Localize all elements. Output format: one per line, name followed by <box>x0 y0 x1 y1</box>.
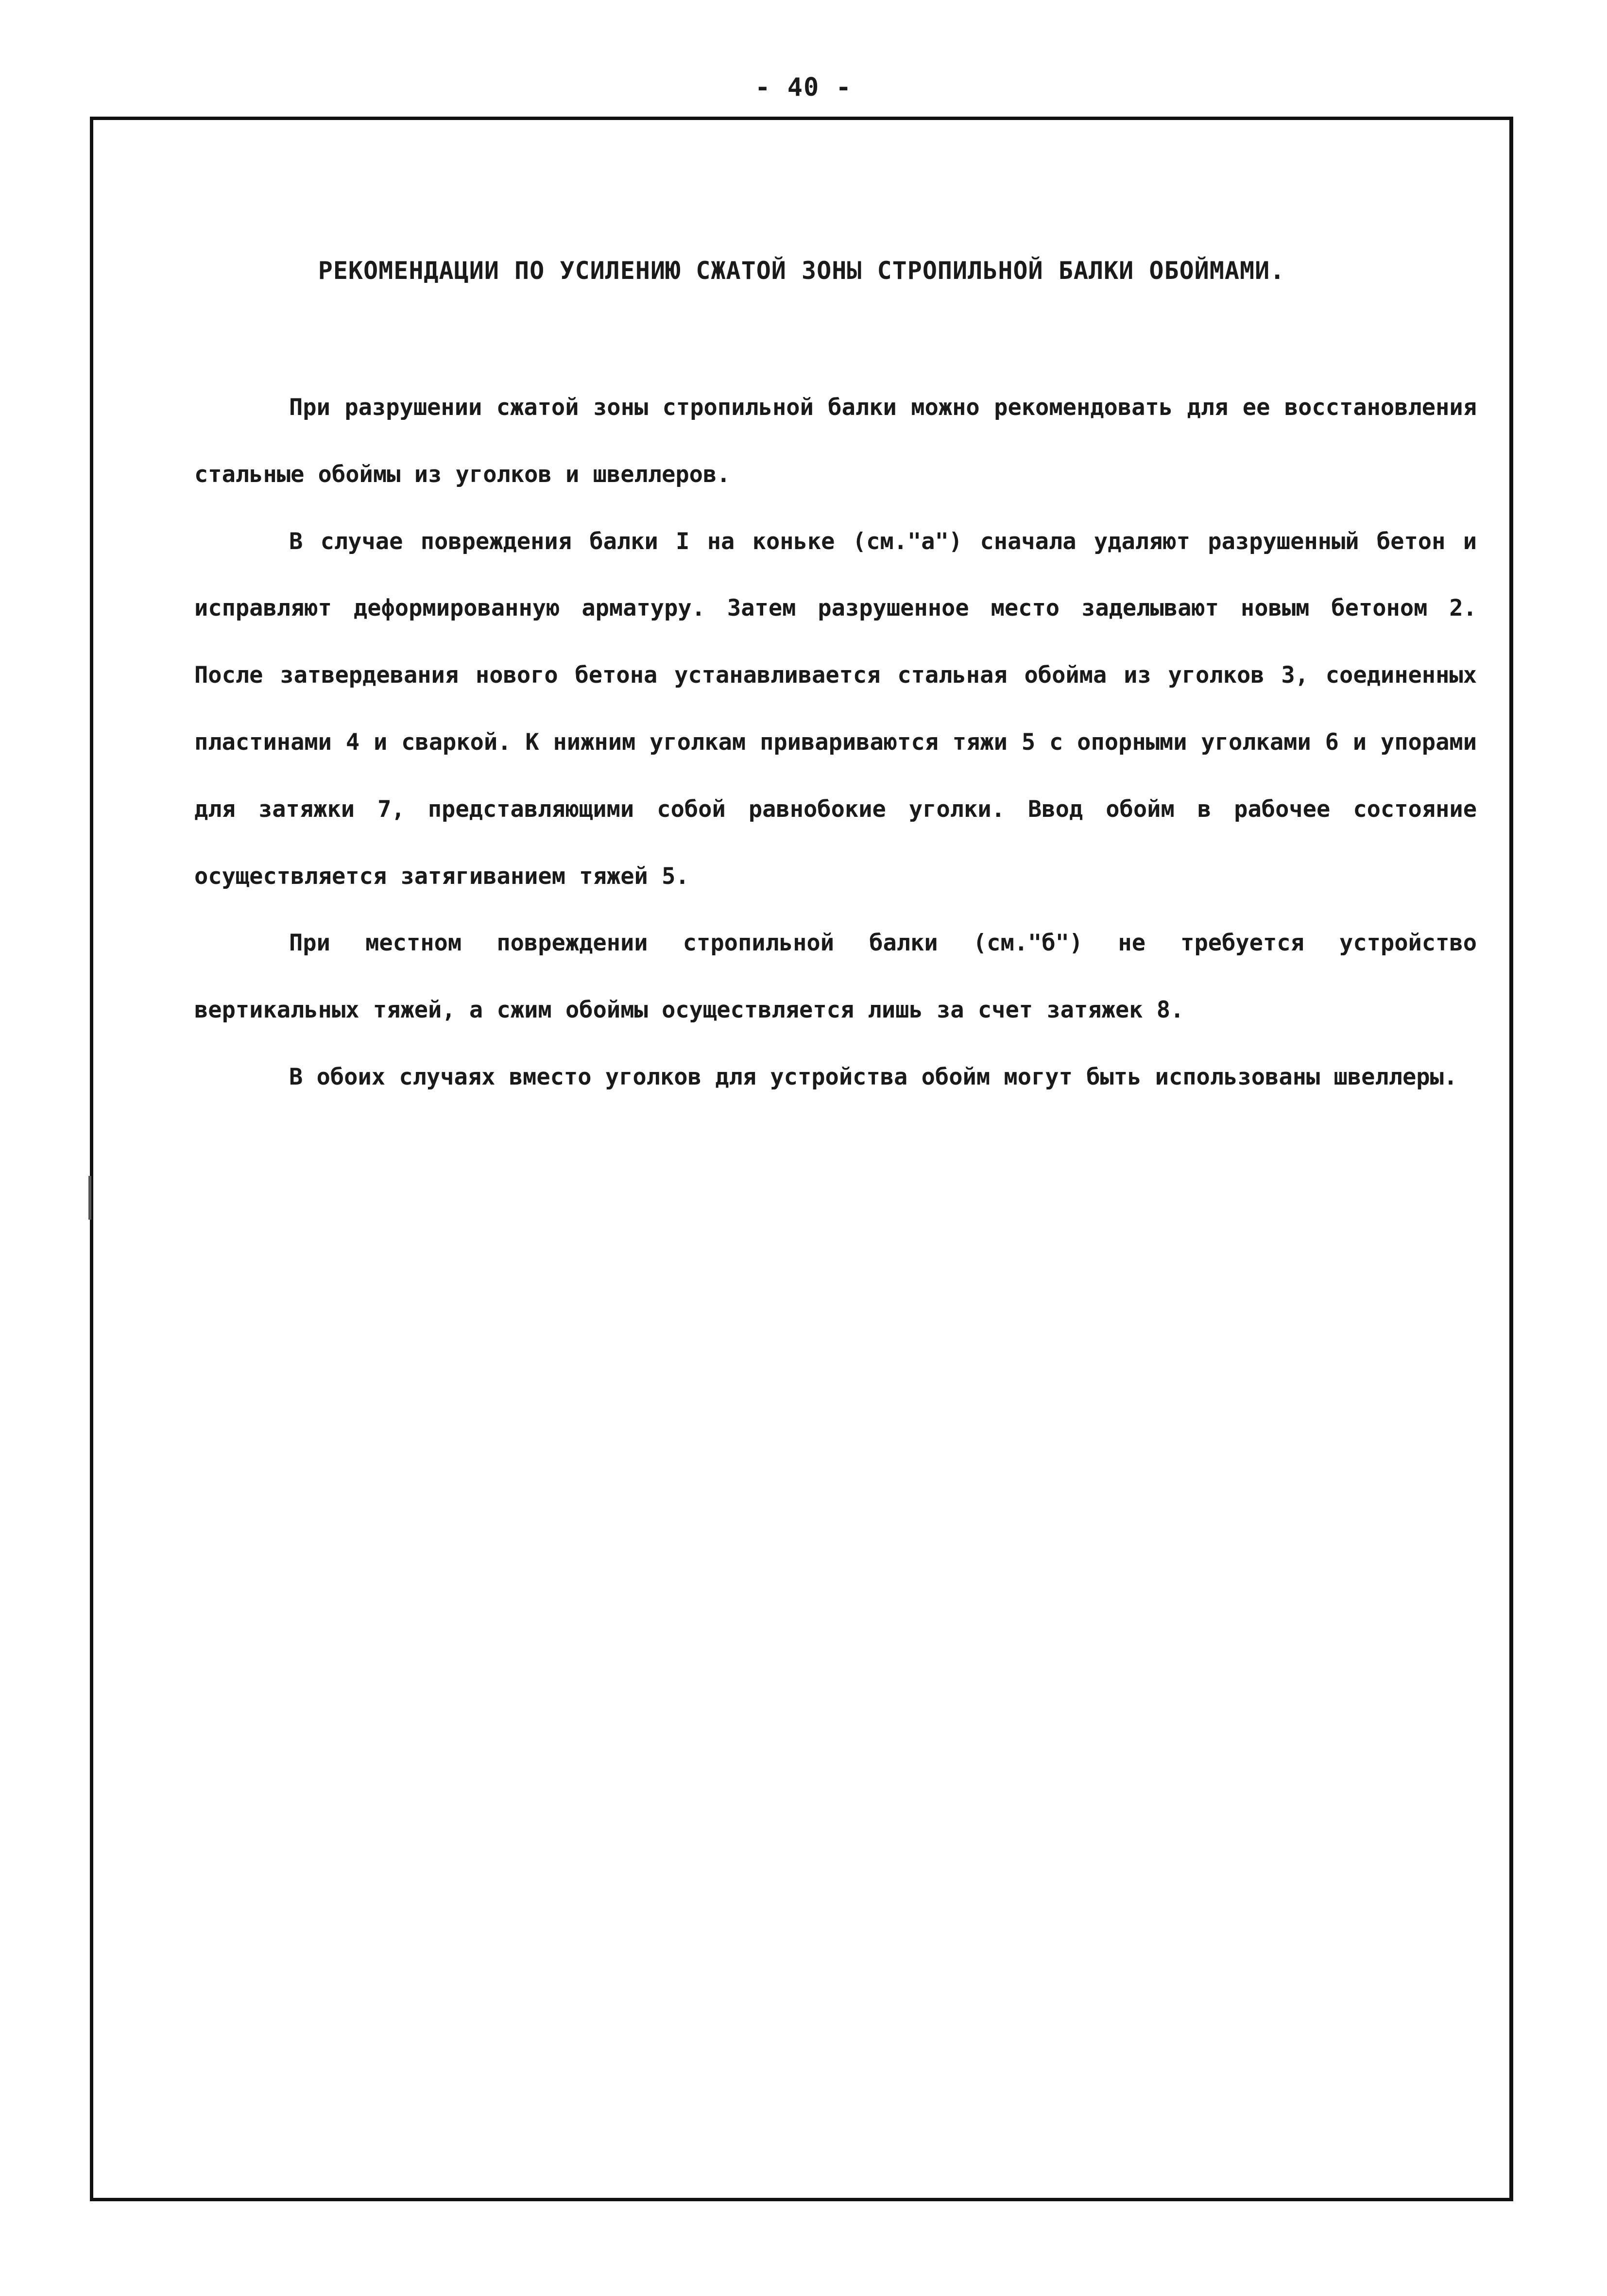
paragraph-local-damage: При местном повреждении стропильной балки (см."б") не требуется устройство вертикальных тяжей, а сжим обоймы осуществляется лишь за счет затяжек 8. <box>194 930 1477 1024</box>
scan-edge-mark <box>88 1176 91 1220</box>
paragraph-channels: В обоих случаях вместо уголков для устройства обойм могут быть использованы швеллеры. <box>289 1063 1458 1090</box>
paragraph-ridge-damage: В случае повреждения балки I на коньке (см."а") сначала удаляют разрушенный бетон и исправляют деформированную арматуру. Затем разрушенное место заделывают новым бетоном 2. После затвердевания нового бетона устанавливается стальная обойма из уголков 3, соединенных пластинами 4 и сваркой. К нижним уголкам привариваются тяжи 5 с опорными уголками 6 и упорами для затяжки 7, представляющими собой равнобокие уголки. Ввод обойм в рабочее состояние осуществляется затягиванием тяжей 5. <box>194 528 1477 890</box>
paragraph-intro: При разрушении сжатой зоны стропильной балки можно рекомендовать для ее восстановления стальные обоймы из уголков и швеллеров. <box>194 394 1477 488</box>
document-body <box>194 374 1477 1111</box>
page-number: - 40 - <box>755 73 852 102</box>
document-title: РЕКОМЕНДАЦИИ ПО УСИЛЕНИЮ СЖАТОЙ ЗОНЫ СТРОПИЛЬНОЙ БАЛКИ ОБОЙМАМИ. <box>318 257 1285 285</box>
